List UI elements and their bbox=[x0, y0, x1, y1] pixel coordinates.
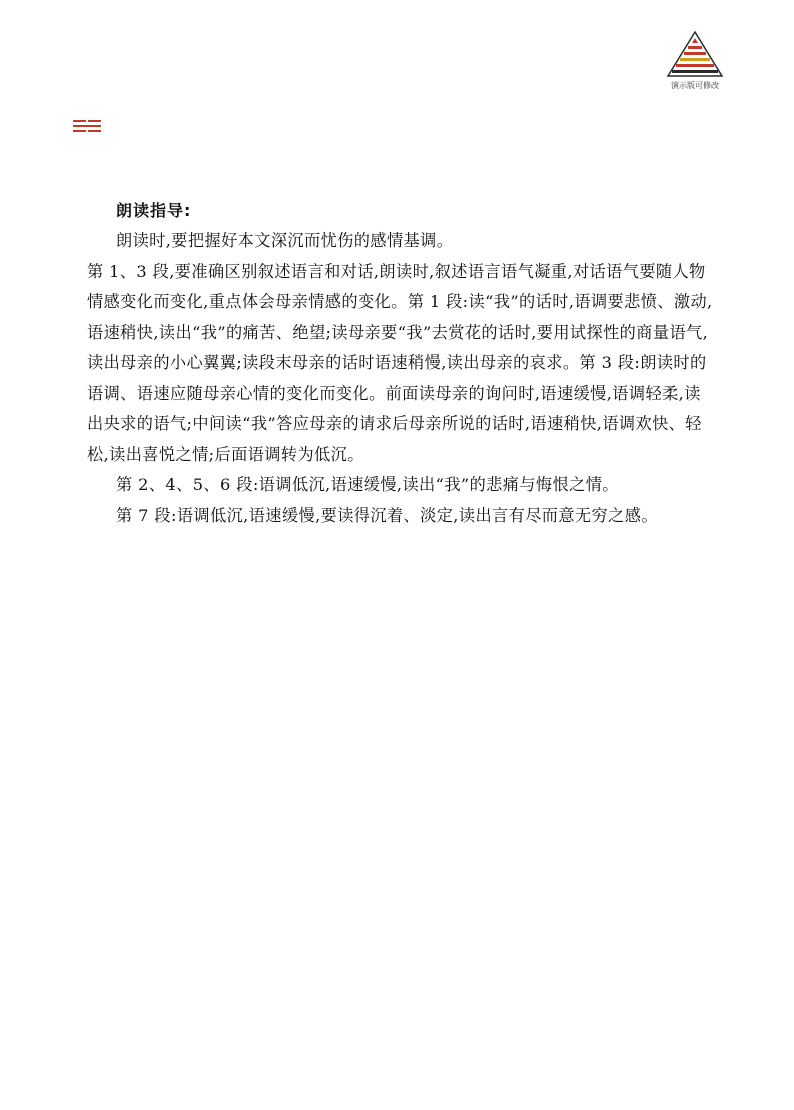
paragraph-1-3: 第 1、3 段,要准确区别叙述语言和对话,朗读时,叙述语言语气凝重,对话语气要随人物情感变化而变化,重点体会母亲情感的变化。第 1 段:读“我”的话时,语调要悲愤、激动,语速稍快,读出“我”的痛苦、绝望;读母亲要“我”去赏花的话时,要用试探性的商量语气,读出母亲的小心翼翼;读段末母亲的话时语速稍慢,读出母亲的哀求。第 3 段:朗读时的语调、语速应随母亲心情的变化而变化。前面读母亲的询问时,语速缓慢,语调轻柔,读出央求的语气;中间读“我”答应母亲的请求后母亲所说的话时,语速稍快,语调欢快、轻松,读出喜悦之情;后面语调转为低沉。 bbox=[87, 261, 713, 464]
red-stripes-icon bbox=[73, 117, 103, 129]
section-title: 朗读指导: bbox=[116, 201, 192, 220]
logo-text: 演示版可修改 bbox=[671, 81, 719, 90]
paragraph-intro: 朗读时,要把握好本文深沉而忧伤的感情基调。 bbox=[116, 231, 454, 250]
reading-guide-section bbox=[87, 196, 717, 531]
publisher-logo bbox=[664, 30, 726, 102]
paragraph-7: 第 7 段:语调低沉,语速缓慢,要读得沉着、淡定,读出言有尽而意无穷之感。 bbox=[116, 505, 658, 525]
paragraph-2-4-5-6: 第 2、4、5、6 段:语调低沉,语速缓慢,读出“我”的悲痛与悔恨之情。 bbox=[116, 475, 619, 494]
triangle-pyramid-logo-icon bbox=[664, 30, 726, 80]
